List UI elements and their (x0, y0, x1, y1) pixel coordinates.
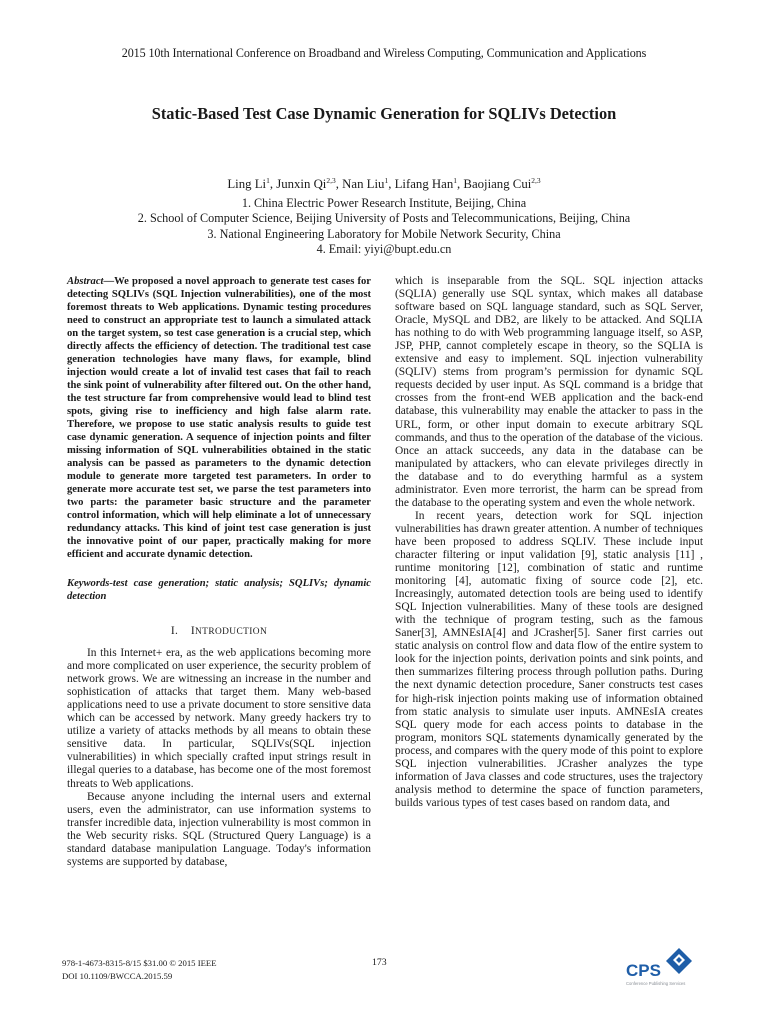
author-list: Ling Li$^1$, Junxin Qi$^{2,3}$, Nan Liu$^1$, Lifang Han$^1$, Baojiang Cui$^{2,3}$ (227, 176, 541, 191)
author-affiliation-mark: 1 (384, 176, 389, 185)
section-title-rest: NTRODUCTION (195, 627, 268, 637)
page-number: 173 (372, 957, 387, 968)
author-name: Junxin Qi (276, 177, 327, 191)
author-affiliation-mark: 1 (453, 176, 457, 185)
affiliation-1: 1. China Electric Power Research Institute, Beijing, China (241, 196, 527, 210)
paper-title: Static-Based Test Case Dynamic Generation for SQLIVs Detection (151, 104, 617, 123)
right-column (395, 275, 703, 810)
body-paragraph: In this Internet+ era, as the web applications becoming more and more complicated on user experience, the security problem of network grows. We are witnessing an increase in the number and sophistication of attacks that target them. Many web-based applications need to use a private document to store sensitive data which can be accessed by network. Many greedy hackers try to utilize a variety of attacks methods by all means to obtain these sensitive data. In particular, SQLIVs(SQL injection vulnerabilities) in which specially crafted input strings result in illegal queries to a database, has become one of the most foremost threats to Web applications. (67, 647, 371, 790)
author-name: Nan Liu (342, 177, 385, 191)
body-paragraph: which is inseparable from the SQL. SQL injection attacks (SQLIA) generally use SQL syntax, which makes all database software based on SQL language standard, such as SQL Server, Oracle, MySQL and DB2, are likely to be attacked. And SQLIA has nothing to do with Web programming language itself, so ASP, JSP, PHP, cannot completely escape in theory, so the SQLIA is extensive and easy to implement. SQL injection vulnerability (SQLIV) stems from program’s permission for dynamic SQL requests decided by user input. As SQL command is a bridge that crosses from the front-end WEB application and the back-end database, this vulnerability may enable the attacker to pass in the URL, form, or other input domain to execute arbitrary SQL commands, and thus to the operation of the database of the vicious. Once an attack succeeds, any data in the database can be manipulated by attackers, who can elevate privileges directly in the database and to do everything harmful as a system administrator. Even more terrorist, the harm can be spread from the database to the operating system and even the whole network. (395, 275, 703, 509)
abstract-text: We proposed a novel approach to generate test cases for detecting SQLIVs (SQL Injection vulnerabilities), one of the most foremost threats to Web applications. Dynamic testing procedures need to construct an appropriate test to launch a simulated attack on the target system, so test case generation is a crucial step, which directly affects the efficiency of detection. The traditional test case generation technologies have many flaws, for example, blind injection would create a lot of invalid test cases that fail to reach the sink point of vulnerability after filtered out. On the other hand, the test structure far from comprehensive would lead to blind test spots, giving rise to inefficiency and high false alarm rate. Therefore, we propose to use static analysis results to guide test case dynamic generation. A sequence of injection points and filter missing information of SQL vulnerabilities obtained in the static analysis can be passed as parameters to the dynamic detection module to generate more targeted test parameters. In order to generate more accurate test set, we parse the test parameters into two parts: the parameter basic structure and the parameter control information, which will help eliminate a lot of unnecessary redundancy attacks. This kind of joint test case generation is just the innovative point of our paper, practically making for more efficient and accurate dynamic detection. (67, 276, 371, 560)
author-affiliation-mark: 2,3 (326, 176, 336, 185)
abstract-dash: — (103, 276, 115, 287)
affiliation-3: 3. National Engineering Laboratory for Mobile Network Security, China (207, 227, 561, 241)
author-name: Baojiang Cui (463, 177, 532, 191)
body-paragraph: Because anyone including the internal users and external users, even the administrator, can use information systems to transfer incredible data, injection vulnerability is most common in the Web security risks. SQL (Structured Query Language) is a standard database manipulation Language. Today's information systems are supported by database, (67, 790, 371, 868)
cps-logo (624, 946, 704, 990)
body-paragraph: In recent years, detection work for SQL injection vulnerabilities has drawn greater attention. A number of techniques have been proposed to address SQLIV. These include input character filtering or input validation [9], static analysis [11] , runtime monitoring [12], combination of static and runtime monitoring [4], automatic fixing of source code [2], etc. Increasingly, automated detection tools are being used to identify SQL Injection vulnerabilities. Many of these tools are designed with the technique of program testing, such as the famous Saner[3], AMNEsIA[4] and JCrasher[5]. Saner first carries out static analysis on control flow and data flow of the entire system to look for the injection points, derivation points and sink points, and then summarizes filtering process through pollution paths. During the next dynamic detection procedure, Saner constructs test cases for high-risk injection points making use of information obtained from static analysis to simulate user inputs. AMNEsIA creates SQL query mode for each access points to database in the program, monitors SQL statements dynamically generated by the process, and compares with the query mode of this point to explore SQL injection vulnerabilities. JCrasher analyzes the type information of Java classes and code structures, uses the trajectory analysis method to determine the space of function parameters, builds various types of test cases based on random data, and (395, 509, 703, 809)
cps-logo-subtext: Conference Publishing Services (626, 981, 686, 986)
section-heading-introduction (67, 625, 371, 639)
author-name: Ling Li (227, 177, 267, 191)
section-title-initial: I (190, 625, 196, 637)
cps-logo-diamond-icon (666, 948, 692, 974)
keywords: Keywords-test case generation; static analysis; SQLIVs; dynamic detection (67, 578, 371, 602)
footer-citation (62, 957, 217, 983)
author-affiliation-mark: 2,3 (531, 176, 541, 185)
footer-isbn: 978-1-4673-8315-8/15 $31.00 © 2015 IEEE (62, 958, 217, 968)
cps-logo-text: CPS (626, 961, 661, 980)
section-number: I. (170, 625, 179, 637)
left-column (67, 275, 371, 869)
conference-header: 2015 10th International Conference on Broadband and Wireless Computing, Communication and Applications (121, 46, 647, 60)
abstract-label: Abstract (67, 276, 104, 287)
affiliation-2: 2. School of Computer Science, Beijing University of Posts and Telecommunications, Beijing, China (137, 211, 631, 225)
footer-doi: DOI 10.1109/BWCCA.2015.59 (62, 971, 173, 981)
abstract (67, 275, 371, 561)
author-affiliation-mark: 1 (266, 176, 270, 185)
affiliation-4-email: 4. Email: yiyi@bupt.edu.cn (316, 242, 452, 256)
author-name: Lifang Han (394, 177, 454, 191)
